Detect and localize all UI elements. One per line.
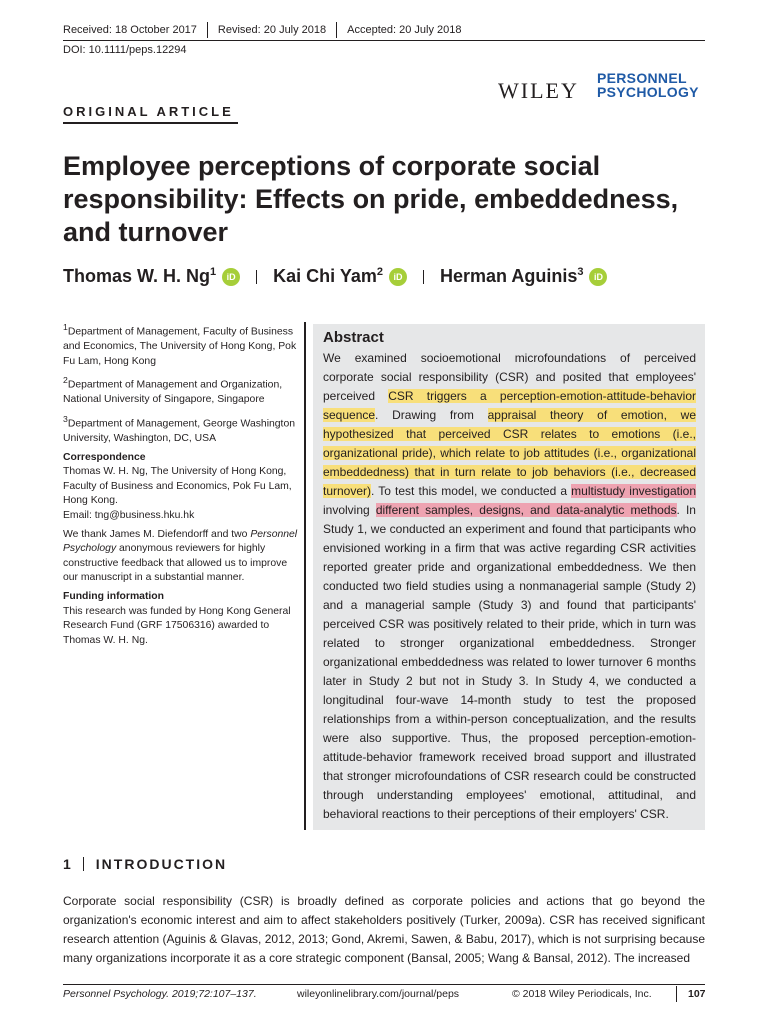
section-title: INTRODUCTION (95, 856, 228, 872)
abstract-box (313, 324, 705, 830)
author-name[interactable]: Thomas W. H. Ng$^1$ (63, 266, 217, 286)
orcid-icon[interactable]: iD (589, 268, 607, 286)
doi[interactable]: DOI: 10.1111/peps.12294 (63, 44, 187, 56)
header-rule (63, 40, 705, 41)
section-number: 1 (63, 856, 73, 872)
funding-label: Funding information (63, 590, 164, 602)
correspondence-text: Thomas W. H. Ng, The University of Hong Kong, Faculty of Business and Economics, Pok Fu Lam, Hong Kong. (63, 466, 292, 507)
revised-date: Revised: 20 July 2018 (217, 23, 327, 36)
accepted-date: Accepted: 20 July 2018 (347, 23, 462, 36)
wiley-logo: WILEY (498, 78, 579, 103)
footer-citation: Personnel Psychology. 2019;72:107–137. (63, 988, 257, 1000)
divider (256, 270, 257, 284)
divider (83, 857, 84, 871)
article-info-column (63, 320, 299, 648)
page-number: 107 (688, 988, 706, 1000)
acknowledgement: We thank James M. Diefendorff and two Personnel Psychology anonymous reviewers for highly constructive feedback that allowed us to improve our manuscript in a substantial manner. (63, 528, 298, 584)
highlight-pink[interactable]: different samples, designs, and data-analytic methods (375, 503, 677, 517)
author-name[interactable]: Herman Aguinis$^3$ (439, 266, 584, 286)
affiliation: $^1$Department of Management, Faculty of Business and Economics, The University of Hong Kong, Pok Fu Lam, Hong Kong (63, 322, 297, 367)
introduction-text: Corporate social responsibility (CSR) is broadly defined as corporate policies and actions that go beyond the organization's economic interest and aim to affect stakeholders positively (Turker, 2009a). CSR has received significant research attention (Aguinis & Glavas, 2012, 2013; Gond, Akremi, Sawen, & Babu, 2017), which is not surprising because many organizations incorporate it as a core strategic component (Bansal, 2005; Wang & Bansal, 2012). The increased (63, 894, 705, 965)
divider (676, 986, 677, 1002)
author-list (63, 266, 607, 287)
affiliation: $^3$Department of Management, George Washington University, Washington, DC, USA (63, 413, 296, 444)
column-divider (304, 322, 306, 830)
footer-url[interactable]: wileyonlinelibrary.com/journal/peps (297, 988, 460, 1000)
abstract-text: We examined socioemotional microfoundations of perceived corporate social responsibility (CSR) and posited that employees' perceived CSR triggers a perception-emotion-attitude-behavior sequence. Drawing from appraisal theory of emotion, we hypothesized that perceived CSR relates to emotions (i.e., organizational pride), which relate to job attitudes (i.e., organizational embeddedness) that in turn relate to job behaviors (i.e., decreased turnover). To test this model, we conducted a multistudy investigation involving different samples, designs, and data-analytic methods. In Study 1, we conducted an experiment and found that participants who envisioned working in a firm that was active regarding CSR activities reported greater pride and organizational embeddedness. We then conducted two field studies using a nonmanagerial sample (Study 2) and a managerial sample (Study 3) and found that participants' perceived CSR was positively related to their pride, which in turn was related to stronger organizational embeddedness. Stronger organizational embeddedness was related to lower turnover 6 months later in Study 2 but not in Study 3. In Study 4, we conducted a longitudinal four-wave 14-month study to test the proposed relationships from a within-person conceptualization, and the results were also supportive. Thus, the proposed perception-emotion-attitude-behavior framework received broad support and illustrated that stronger microfoundations of CSR research could be constructed through understanding employees' emotional, attitudinal, and behavioral reactions to their perceptions of their employers' CSR. (323, 351, 697, 821)
divider (207, 22, 208, 38)
publication-dates (63, 22, 462, 38)
section-heading (63, 856, 227, 872)
article-title: Employee perceptions of corporate social responsibility: Effects on pride, embeddedness, and turnover (63, 151, 679, 247)
article-type-rule (63, 122, 238, 124)
highlight-pink[interactable]: multistudy investigation (571, 484, 696, 498)
orcid-icon[interactable]: iD (222, 268, 240, 286)
correspondence-email[interactable]: Email: tng@business.hku.hk (63, 509, 195, 521)
received-date: Received: 18 October 2017 (63, 23, 197, 36)
highlight-yellow[interactable]: appraisal theory of emotion, we hypothesized that perceived CSR relates to emotions (i.e., organizational pride), which relate to job attitudes (i.e., organizational embeddedness) that in turn relate to job behaviors (i.e., decreased turnover) (323, 408, 696, 498)
divider (423, 270, 424, 284)
correspondence-label: Correspondence (63, 451, 146, 463)
abstract-heading: Abstract (323, 329, 384, 346)
footer-rule (63, 984, 705, 985)
journal-logo-line2: PSYCHOLOGY (597, 84, 699, 100)
author-name[interactable]: Kai Chi Yam$^2$ (273, 266, 383, 286)
orcid-icon[interactable]: iD (389, 268, 407, 286)
journal-logo (597, 71, 699, 99)
article-type: ORIGINAL ARTICLE (63, 104, 234, 119)
affiliation: $^2$Department of Management and Organization, National University of Singapore, Singapore (63, 375, 283, 406)
funding-text: This research was funded by Hong Kong General Research Fund (GRF 17506316) awarded to Thomas W. H. Ng. (63, 605, 291, 646)
journal-logo-line1: PERSONNEL (597, 70, 687, 86)
highlight-yellow[interactable]: CSR triggers a perception-emotion-attitude-behavior sequence (323, 389, 697, 422)
footer-copyright: © 2018 Wiley Periodicals, Inc. (512, 988, 652, 1000)
divider (336, 22, 337, 38)
